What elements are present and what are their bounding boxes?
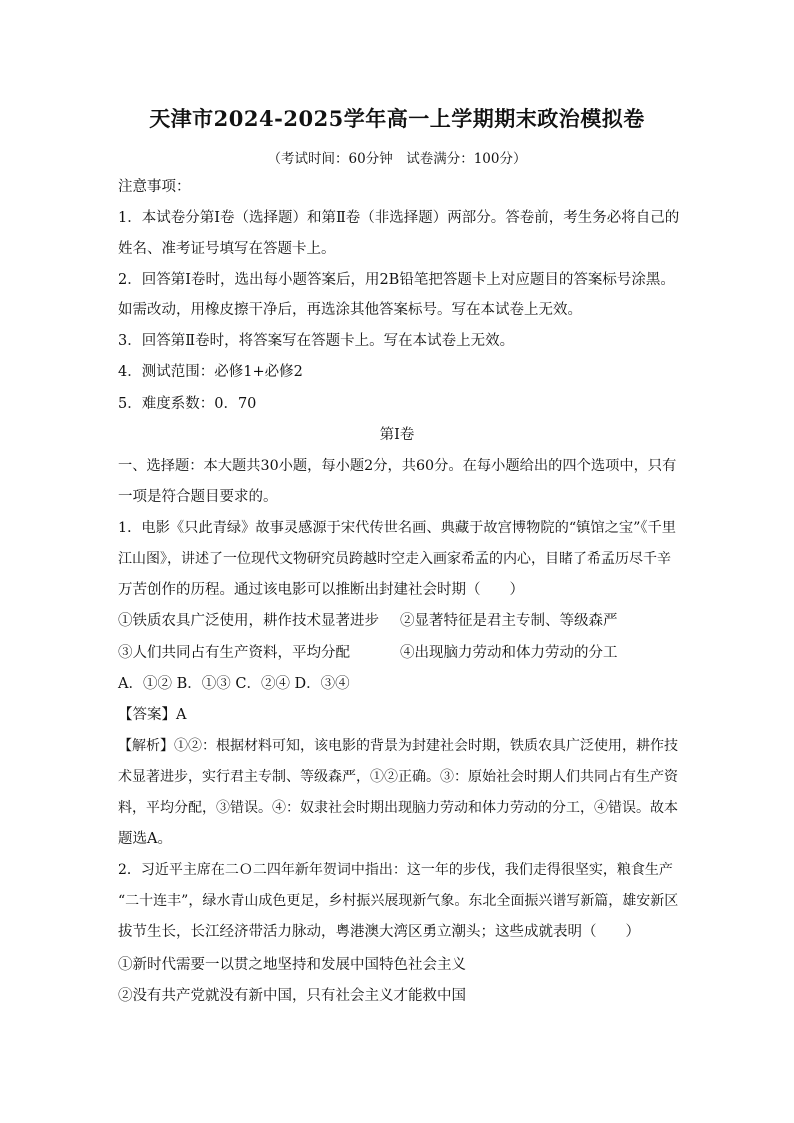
part-instruction: 一项是符合题目要求的。	[118, 489, 278, 505]
notice-line: 如需改动，用橡皮擦干净后，再选涂其他答案标号。写在本试卷上无效。	[118, 302, 582, 318]
question-1-stem: 万苦创作的历程。通过该电影可以推断出封建社会时期（ ）	[118, 582, 524, 598]
page-title: 天津市2024-2025学年高一上学期期末政治模拟卷	[149, 106, 645, 131]
question-1-analysis: 料，平均分配，③错误。④：奴隶社会时期出现脑力劳动和体力劳动的分工，④错误。故本	[118, 800, 678, 816]
notice-line: 4．测试范围：必修1+必修2	[118, 364, 303, 380]
part-instruction: 一、选择题：本大题共30小题，每小题2分，共60分。在每小题给出的四个选项中，只有	[118, 458, 677, 474]
section-title: 第Ⅰ卷	[379, 427, 415, 443]
question-2-stem: “二十连丰”，绿水青山成色更足，乡村振兴展现新气象。东北全面振兴谱写新篇，雄安新区	[118, 893, 679, 909]
question-1-analysis: 【解析】①②：根据材料可知，该电影的背景为封建社会时期，铁质农具广泛使用，耕作技	[118, 738, 678, 754]
notice-line: 姓名、准考证号填写在答题卡上。	[118, 241, 336, 257]
exam-info: （考试时间：60分钟 试卷满分：100分）	[267, 151, 527, 167]
question-1-stem: 江山图》，讲述了一位现代文物研究员跨越时空走入画家希孟的内心，目睹了希孟历尽千辛	[118, 551, 671, 567]
notice-heading: 注意事项：	[118, 179, 191, 195]
question-1-answer: 【答案】A	[118, 707, 187, 723]
question-2-stem: 拔节生长，长江经济带活力脉动，粤港澳大湾区勇立潮头；这些成就表明（ ）	[118, 924, 640, 940]
notice-line: 2．回答第Ⅰ卷时，选出每小题答案后，用2B铅笔把答题卡上对应题目的答案标号涂黑。	[118, 272, 675, 288]
question-2-option: ①新时代需要一以贯之地坚持和发展中国特色社会主义	[118, 957, 466, 973]
question-1-option: ④出现脑力劳动和体力劳动的分工	[400, 645, 618, 661]
question-1-analysis: 题选A。	[118, 831, 172, 847]
notice-line: 5．难度系数：0．70	[118, 396, 257, 412]
notice-line: 3．回答第Ⅱ卷时，将答案写在答题卡上。写在本试卷上无效。	[118, 333, 515, 349]
question-1-option: ③人们共同占有生产资料，平均分配	[118, 645, 350, 661]
question-1-option: ②显著特征是君主专制、等级森严	[400, 613, 618, 629]
notice-line: 1．本试卷分第Ⅰ卷（选择题）和第Ⅱ卷（非选择题）两部分。答卷前，考生务必将自己的	[118, 210, 680, 226]
question-1-analysis: 术显著进步，实行君主专制、等级森严，①②正确。③：原始社会时期人们共同占有生产资	[118, 769, 678, 785]
question-2-stem: 2．习近平主席在二Ｏ二四年新年贺词中指出：这一年的步伐，我们走得很坚实，粮食生产	[118, 862, 673, 878]
question-1-option: ①铁质农具广泛使用，耕作技术显著进步	[118, 613, 379, 629]
question-1-stem: 1．电影《只此青绿》故事灵感源于宋代传世名画、典藏于故宫博物院的“镇馆之宝”《千里	[118, 520, 677, 536]
question-2-option: ②没有共产党就没有新中国，只有社会主义才能救中国	[118, 988, 466, 1004]
question-1-choices: A．①② B．①③ C．②④ D．③④	[118, 676, 350, 692]
